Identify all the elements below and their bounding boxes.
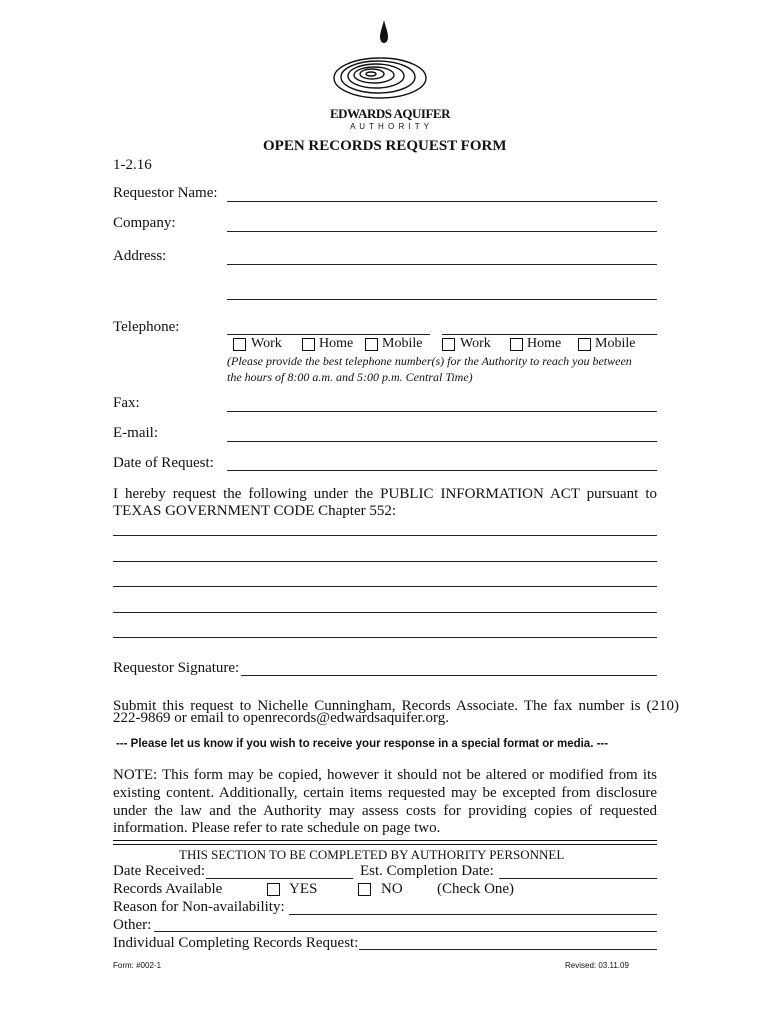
- request-line-4[interactable]: [113, 612, 657, 613]
- form-number: Form: #002-1: [113, 961, 162, 970]
- yes-checkbox[interactable]: [267, 883, 280, 896]
- date-received-label: Date Received:: [113, 863, 206, 879]
- check-one-label: (Check One): [437, 881, 515, 897]
- submit-instructions-line1: Submit this request to Nichelle Cunningham, Records Associate. The fax number is (210): [113, 698, 679, 714]
- est-completion-label: Est. Completion Date:: [360, 863, 494, 879]
- phone-note-line2: the hours of 8:00 a.m. and 5:00 p.m. Central Time): [227, 370, 473, 384]
- telephone-field-2[interactable]: [442, 334, 657, 335]
- fax-field[interactable]: [227, 411, 657, 412]
- section-divider-top: [113, 840, 657, 841]
- email-label: E-mail:: [113, 425, 158, 441]
- mobile-checkbox-1[interactable]: [365, 338, 378, 351]
- note-line-1: NOTE: This form may be copied, however it should not be altered or modified from its: [113, 767, 657, 783]
- note-line-4: information. Please refer to rate schedule on page two.: [113, 820, 441, 836]
- note-line-3: under the law and the Authority may assess costs for providing copies of requested: [113, 803, 657, 819]
- special-format-note: --- Please let us know if you wish to receive your response in a special format or media. ---: [116, 738, 609, 750]
- fax-label: Fax:: [113, 395, 140, 411]
- no-label: NO: [381, 881, 403, 897]
- request-line-1[interactable]: [113, 535, 657, 536]
- mobile-checkbox-2[interactable]: [578, 338, 591, 351]
- work-checkbox-1[interactable]: [233, 338, 246, 351]
- note-line-2: existing content. Additionally, certain items requested may be excepted from disclosure: [113, 785, 657, 801]
- requestor-name-label: Requestor Name:: [113, 185, 218, 201]
- form-version: 1-2.16: [113, 157, 152, 173]
- home-checkbox-1[interactable]: [302, 338, 315, 351]
- other-field[interactable]: [154, 931, 657, 932]
- revised-date: Revised: 03.11.09: [565, 961, 629, 970]
- work-checkbox-2[interactable]: [442, 338, 455, 351]
- mobile-option-label-1: Mobile: [382, 336, 423, 351]
- address-label: Address:: [113, 248, 167, 264]
- phone-note-line1: (Please provide the best telephone number(s) for the Authority to reach you between: [227, 354, 632, 368]
- water-drop-ripple-icon: [330, 18, 450, 108]
- logo-name: EDWARDS AQUIFER: [330, 106, 450, 121]
- work-option-label-1: Work: [251, 336, 282, 351]
- home-option-label-1: Home: [319, 336, 354, 351]
- telephone-label: Telephone:: [113, 319, 180, 335]
- no-checkbox[interactable]: [358, 883, 371, 896]
- authority-logo: [330, 18, 450, 133]
- other-label: Other:: [113, 917, 152, 933]
- authority-section-heading: THIS SECTION TO BE COMPLETED BY AUTHORITY PERSONNEL: [179, 847, 565, 862]
- individual-completing-field[interactable]: [359, 949, 657, 950]
- request-statement-line1: I hereby request the following under the PUBLIC INFORMATION ACT pursuant to: [113, 486, 657, 502]
- date-of-request-field[interactable]: [227, 470, 657, 471]
- request-line-2[interactable]: [113, 561, 657, 562]
- home-option-label-2: Home: [527, 336, 562, 351]
- telephone-field-1[interactable]: [227, 334, 430, 335]
- email-field[interactable]: [227, 441, 657, 442]
- submit-instructions-line2: 222-9869 or email to openrecords@edwardsaquifer.org.: [113, 710, 449, 726]
- logo-subtitle: A U T H O R I T Y: [350, 122, 430, 131]
- form-title: OPEN RECORDS REQUEST FORM: [263, 138, 507, 154]
- yes-label: YES: [289, 881, 318, 897]
- home-checkbox-2[interactable]: [510, 338, 523, 351]
- records-available-label: Records Available: [113, 881, 223, 897]
- section-divider-bottom: [113, 844, 657, 845]
- address-field-line2[interactable]: [227, 299, 657, 300]
- date-received-field[interactable]: [206, 878, 353, 879]
- requestor-name-field[interactable]: [227, 201, 657, 202]
- reason-label: Reason for Non-availability:: [113, 899, 285, 915]
- request-statement-line2: TEXAS GOVERNMENT CODE Chapter 552:: [113, 503, 397, 519]
- reason-field[interactable]: [289, 914, 657, 915]
- work-option-label-2: Work: [460, 336, 491, 351]
- company-field[interactable]: [227, 231, 657, 232]
- signature-label: Requestor Signature:: [113, 660, 240, 676]
- individual-completing-label: Individual Completing Records Request:: [113, 935, 359, 951]
- company-label: Company:: [113, 215, 176, 231]
- mobile-option-label-2: Mobile: [595, 336, 636, 351]
- address-field-line1[interactable]: [227, 264, 657, 265]
- est-completion-field[interactable]: [499, 878, 657, 879]
- signature-field[interactable]: [241, 675, 657, 676]
- request-line-5[interactable]: [113, 637, 657, 638]
- date-of-request-label: Date of Request:: [113, 455, 214, 471]
- request-line-3[interactable]: [113, 586, 657, 587]
